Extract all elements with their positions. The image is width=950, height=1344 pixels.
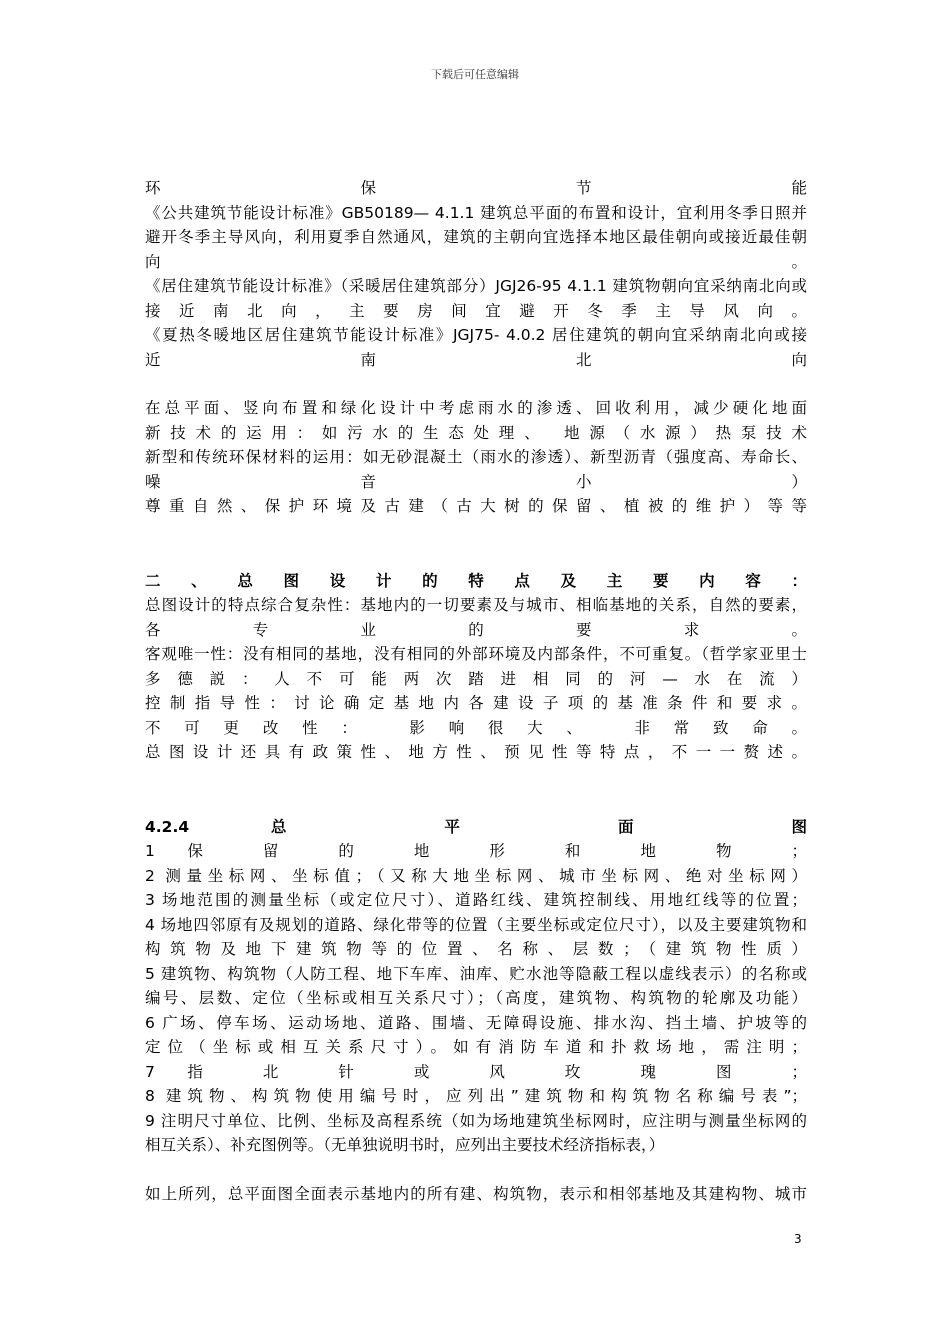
paragraph (145, 396, 807, 519)
text-line: 总图设计的特点综合复杂性：基地内的一切要素及与城市、相临基地的关系，自然的要素， (145, 596, 807, 614)
paragraph (145, 569, 807, 765)
text-line: 编号、层数、定位（坐标或相互关系尺寸）；（高度，建筑物、构筑物的轮廓及功能） (145, 989, 807, 1007)
text-line: 2 测量坐标网、坐标值；（又称大地坐标网、城市坐标网、绝对坐标网） (145, 866, 807, 885)
text-line: 如上所列，总平面图全面表示基地内的所有建、构筑物，表示和相邻基地及其建构物、城市 (145, 1184, 807, 1203)
page-number: 3 (794, 1232, 802, 1246)
text-line: 多德説：人不可能两次踏进相同的河—水在流） (145, 669, 807, 688)
text-line: 构筑物及地下建筑物等的位置、名称、层数；（建筑物性质） (145, 940, 807, 958)
text-line: 8 建筑物、构筑物使用编号时，应列出”建筑物和构筑物名称编号表”； (145, 1087, 807, 1105)
text-line: 在总平面、竖向布置和绿化设计中考虑雨水的渗透、回收利用，减少硬化地面 (145, 399, 807, 417)
document-body (145, 176, 807, 1206)
text-line: 4.2.4 总 平 面 图 (145, 817, 807, 836)
paragraph-gap (145, 1158, 807, 1182)
text-line: 相互关系）、补充图例等。（无单独说明书时，应列出主要技术经济指标表，） (145, 1136, 665, 1154)
text-line: 1 保 留 的 地 形 和 地 物 ； (145, 842, 807, 860)
text-line: 5 建筑物、构筑物（人防工程、地下车库、油库、贮水池等隐蔽工程以虚线表示）的名称或 (145, 964, 807, 983)
text-line: 近 南 北 向 (145, 350, 807, 369)
text-line: 尊重自然、保护环境及古建（古大树的保留、植被的维护）等等 (145, 497, 807, 515)
text-line: 《公共建筑节能设计标准》GB50189— 4.1.1 建筑总平面的布置和设计，宜利用冬季日照并 (145, 203, 807, 222)
text-line: 《居住建筑节能设计标准》（采暖居住建筑部分）JGJ26-95 4.1.1 建筑物朝向宜采纳南北向或 (145, 277, 807, 295)
text-line: 二 、 总 图 设 计 的 特 点 及 主 要 内 容 ： (145, 571, 807, 590)
text-line: 6 广场、停车场、运动场地、道路、围墙、无障碍设施、排水沟、挡土墙、护坡等的 (145, 1013, 807, 1032)
text-line: 3 场地范围的测量坐标（或定位尺寸）、道路红线、建筑控制线、用地红线等的位置； (145, 891, 807, 909)
text-line: 新型和传统环保材料的运用：如无砂混凝土（雨水的渗透）、新型沥青（强度高、寿命长、 (145, 448, 807, 466)
text-line: 总图设计还具有政策性、地方性、预见性等特点，不一一赘述。 (145, 743, 807, 761)
page-header: 下载后可任意编辑 (431, 68, 519, 81)
paragraph-gap (145, 519, 807, 569)
text-line: 向 。 (145, 252, 807, 271)
paragraph-gap (145, 372, 807, 396)
text-line: 4 场地四邻原有及规划的道路、绿化带等的位置（主要坐标或定位尺寸），以及主要建筑物和 (145, 915, 807, 934)
text-line: 环 保 节 能 (145, 179, 807, 197)
paragraph (145, 176, 807, 372)
paragraph (145, 815, 807, 1158)
text-line: 噪 音 小 ） (145, 472, 807, 491)
text-line: 各 专 业 的 要 求 。 (145, 620, 807, 639)
text-line: 接近南北向，主要房间宜避开冬季主导风向。 (145, 301, 807, 320)
text-line: 客观唯一性：没有相同的基地，没有相同的外部环境及内部条件，不可重复。（哲学家亚里士 (145, 645, 807, 663)
text-line: 《夏热冬暖地区居住建筑节能设计标准》JGJ75- 4.0.2 居住建筑的朝向宜采纳南北向或接 (145, 326, 807, 344)
paragraph (145, 1182, 807, 1207)
text-line: 不可更改性： 影响很大、 非常致命。 (145, 718, 807, 737)
text-line: 避开冬季主导风向，利用夏季自然通风，建筑的主朝向宜选择本地区最佳朝向或接近最佳朝 (145, 228, 807, 246)
text-line: 控制指导性：讨论确定基地内各建设子项的基准条件和要求。 (145, 694, 807, 712)
text-line: 7 指 北 针 或 风 玫 瑰 图 ； (145, 1062, 807, 1081)
paragraph-gap (145, 765, 807, 815)
text-line: 新技术的运用：如污水的生态处理、 地源（水源）热泵技术 (145, 423, 807, 442)
text-line: 9 注明尺寸单位、比例、坐标及高程系统（如为场地建筑坐标网时，应注明与测量坐标网的 (145, 1111, 807, 1130)
text-line: 定位（坐标或相互关系尺寸）。如有消防车道和扑救场地，需注明； (145, 1038, 807, 1056)
